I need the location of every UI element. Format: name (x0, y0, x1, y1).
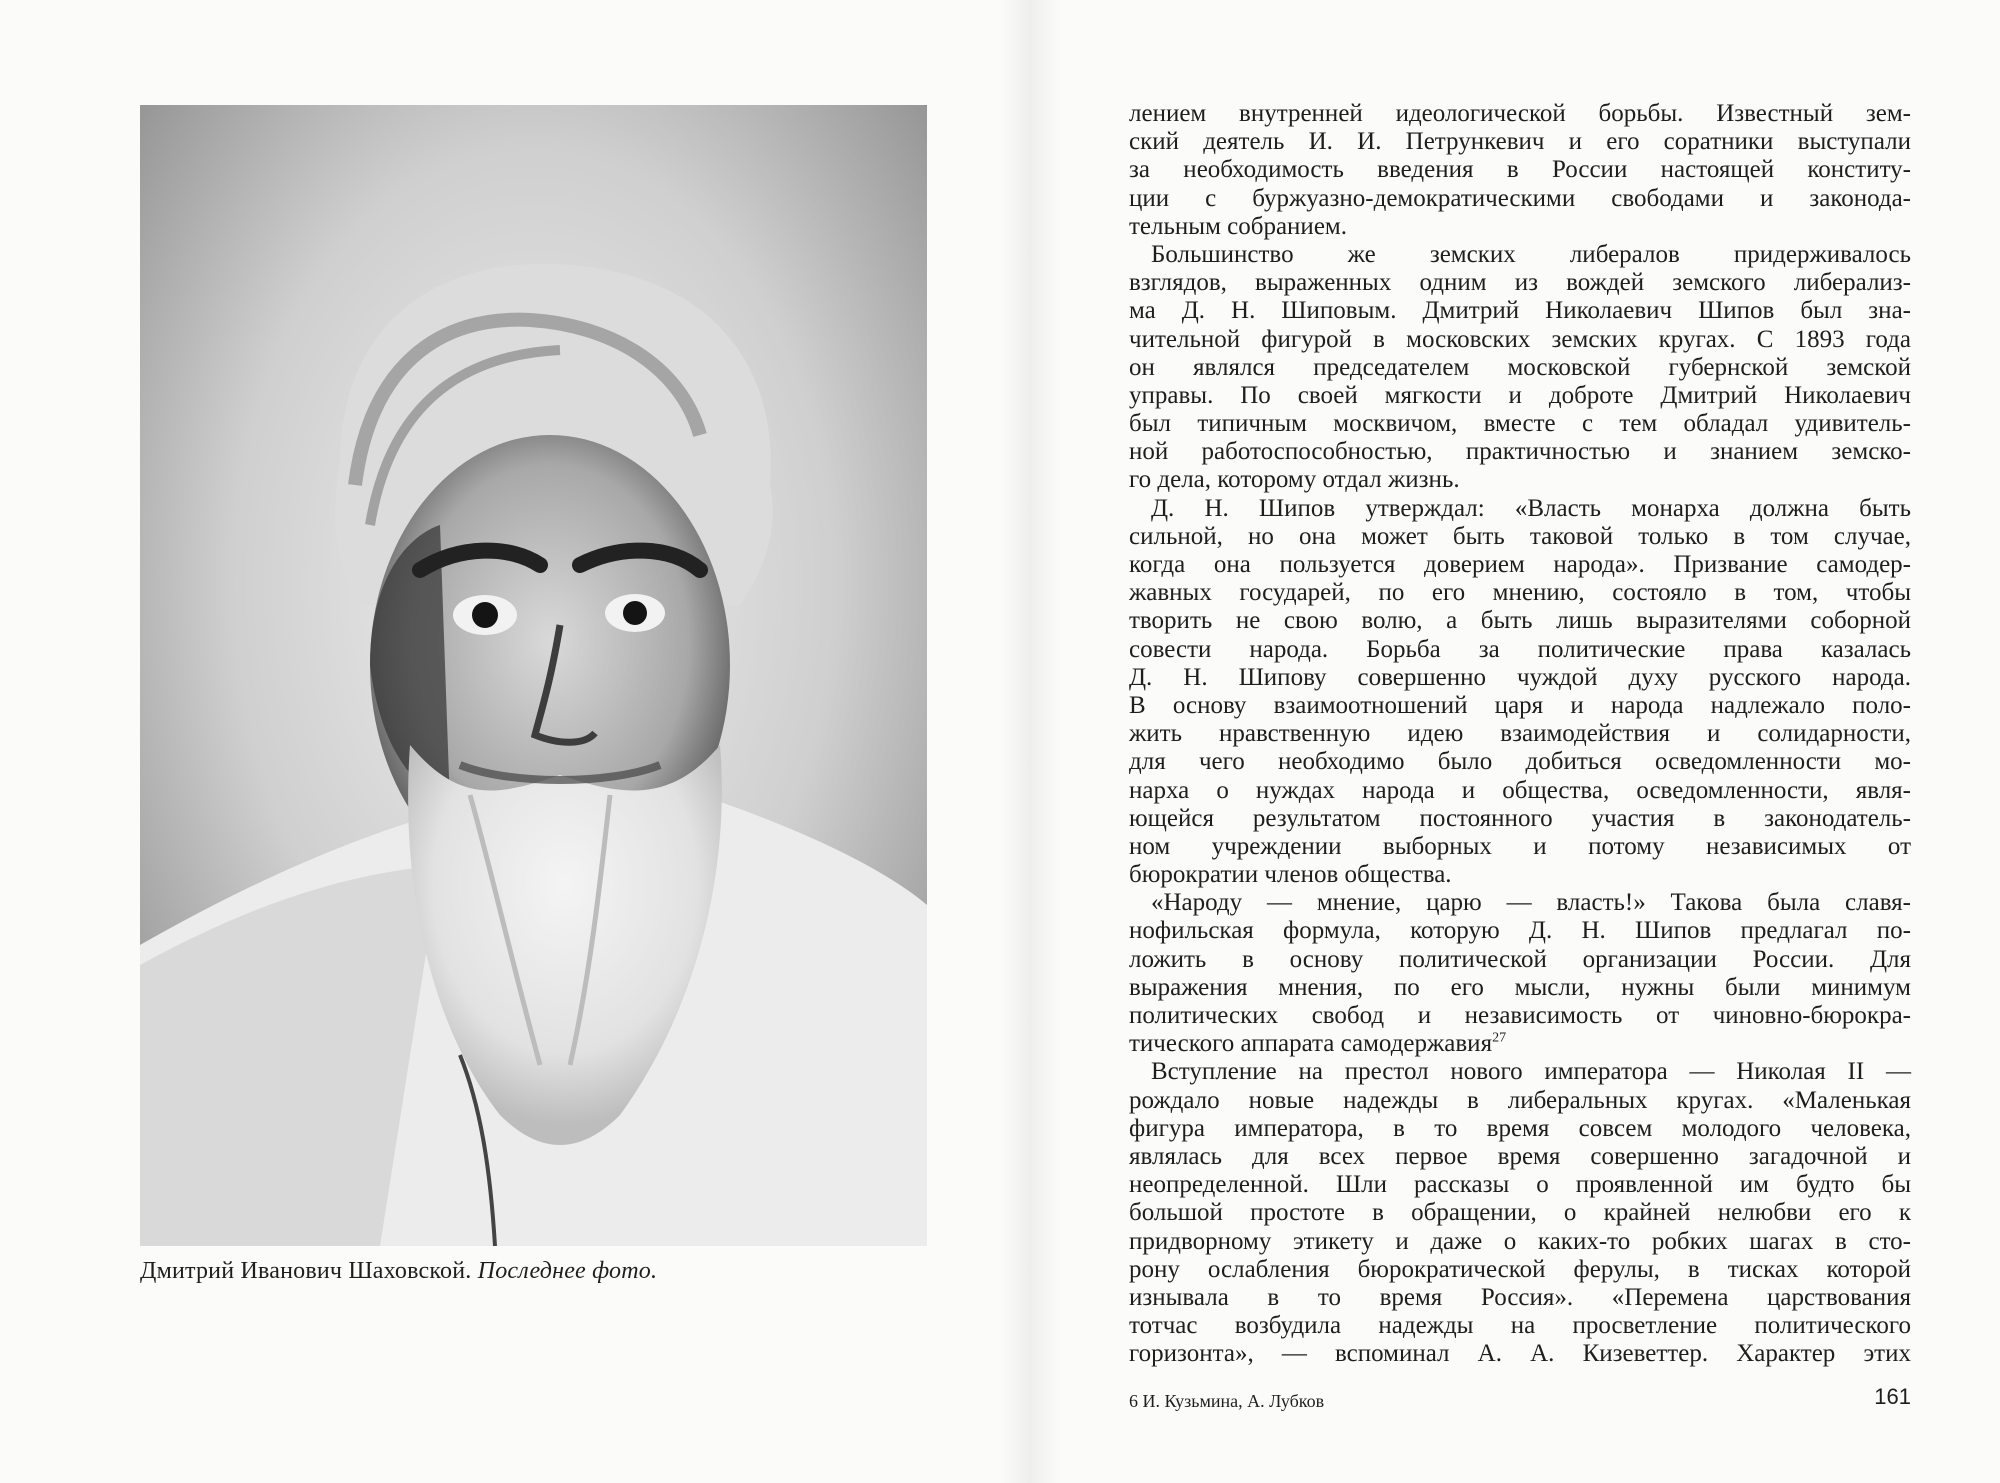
text-line (1129, 382, 1911, 410)
text-line (1129, 100, 1911, 128)
text-line (1129, 213, 1911, 241)
text-line-content: тотчас возбудила надежды на просветление политического (1129, 1312, 1911, 1340)
text-line (1129, 326, 1911, 354)
text-line (1129, 1058, 1911, 1086)
text-line (1129, 1087, 1911, 1115)
text-line (1129, 269, 1911, 297)
text-line-content: бюрократии членов общества. (1129, 861, 1452, 889)
photo-caption (140, 1258, 657, 1285)
text-line-content: го дела, которому отдал жизнь. (1129, 466, 1460, 494)
text-line (1129, 664, 1911, 692)
text-line-content: он являлся председателем московской губернской земской (1129, 353, 1911, 381)
text-line-content: совести народа. Борьба за политические права казалась (1129, 635, 1911, 663)
text-line (1129, 946, 1911, 974)
page-number: 161 (1874, 1384, 1911, 1409)
footnote-marker: 27 (1492, 1030, 1507, 1046)
text-line (1129, 607, 1911, 635)
text-line-content: был типичным москвичом, вместе с тем обладал удивитель- (1129, 410, 1911, 438)
text-line-content: фигура императора, в то время совсем молодого человека, (1129, 1114, 1911, 1142)
text-line-content: ский деятель И. И. Петрункевич и его соратники выступали (1129, 128, 1911, 156)
text-line (1129, 1199, 1911, 1227)
portrait-illustration (140, 105, 927, 1246)
text-line (1129, 241, 1911, 269)
text-line-content: жить нравственную идею взаимодействия и солидарности, (1129, 720, 1911, 748)
text-line-content: жавных государей, по его мнению, состояло в том, чтобы (1129, 579, 1911, 607)
text-line-content: политических свобод и независимость от чиновно-бюрокра- (1129, 1002, 1911, 1029)
text-line-content: нарха о нуждах народа и общества, осведомленности, явля- (1129, 776, 1911, 804)
text-line (1129, 466, 1911, 494)
text-line (1129, 1284, 1911, 1312)
text-line (1129, 1143, 1911, 1171)
text-line-content: рону ослабления бюрократической ферулы, в тисках которой (1129, 1255, 1911, 1283)
text-line-content: нофильская формула, которую Д. Н. Шипов предлагал по- (1129, 917, 1911, 945)
text-line-content: тельным собранием. (1129, 212, 1347, 240)
text-line (1129, 636, 1911, 664)
text-line (1129, 156, 1911, 184)
text-line-content: изнывала в то время Россия». «Перемена царствования (1129, 1283, 1911, 1311)
body-text (1129, 100, 1911, 1368)
text-line (1129, 1171, 1911, 1199)
text-line-content: В основу взаимоотношений царя и народа надлежало поло- (1129, 691, 1911, 719)
text-line (1129, 1340, 1911, 1368)
text-line-content: выражения мнения, по его мысли, нужны были минимум (1129, 973, 1911, 1001)
text-line (1129, 1002, 1911, 1030)
text-line (1129, 1228, 1911, 1256)
text-line-content: творить не свою волю, а быть лишь выразителями соборной (1129, 607, 1911, 635)
text-line-content: ложить в основу политической организации России. Для (1129, 945, 1911, 973)
text-line-content: ции с буржуазно-демократическими свободами и законода- (1129, 184, 1911, 212)
text-line (1129, 917, 1911, 945)
portrait-photo (140, 105, 927, 1246)
text-line-content: сильной, но она может быть таковой только в том случае, (1129, 522, 1911, 550)
text-line (1129, 805, 1911, 833)
text-line-content: когда она пользуется доверием народа». Призвание самодер- (1129, 551, 1911, 578)
text-line-content: тического аппарата самодержавия (1129, 1030, 1493, 1058)
text-line (1129, 748, 1911, 776)
text-line-content: Вступление на престол нового императора — Николая II — (1151, 1058, 1911, 1086)
text-line-content: неопределенной. Шли рассказы о проявленной им будто бы (1129, 1171, 1911, 1199)
text-line (1129, 692, 1911, 720)
text-line (1129, 128, 1911, 156)
text-line (1129, 861, 1911, 889)
text-line (1129, 974, 1911, 1002)
text-line-content: лением внутренней идеологической борьбы. Известный зем- (1129, 100, 1911, 127)
caption-note: Последнее фото. (477, 1258, 658, 1284)
text-line-content: взглядов, выраженных одним из вождей земского либерализ- (1129, 269, 1911, 297)
text-line-content: являлась для всех первое время совершенно загадочной и (1129, 1142, 1911, 1170)
text-line (1129, 297, 1911, 325)
text-line (1129, 833, 1911, 861)
text-line (1129, 551, 1911, 579)
text-line-content: чительной фигурой в московских земских кругах. С 1893 года (1129, 325, 1911, 353)
text-line (1129, 1115, 1911, 1143)
text-line-content: Большинство же земских либералов придерживалось (1151, 240, 1911, 268)
text-line (1129, 579, 1911, 607)
text-line-content: придворному этикету и даже о каких-то робких шагах в сто- (1129, 1227, 1911, 1255)
text-line (1129, 777, 1911, 805)
text-line-content: горизонта», — вспоминал А. А. Кизеветтер. Характер этих (1129, 1340, 1911, 1368)
text-line (1129, 185, 1911, 213)
text-line (1129, 720, 1911, 748)
text-line (1129, 1256, 1911, 1284)
text-line-content: рождало новые надежды в либеральных кругах. «Маленькая (1129, 1086, 1911, 1114)
text-line-content: ма Д. Н. Шиповым. Дмитрий Николаевич Шипов был зна- (1129, 297, 1911, 325)
text-line (1129, 523, 1911, 551)
text-line (1129, 438, 1911, 466)
text-line-content: для чего необходимо было добиться осведомленности мо- (1129, 748, 1911, 776)
text-line-content: Д. Н. Шипову совершенно чуждой духу русского народа. (1129, 663, 1911, 691)
text-line-content: ной работоспособностью, практичностью и знанием земско- (1129, 438, 1911, 466)
text-line-content: за необходимость введения в России настоящей конститу- (1129, 156, 1911, 184)
text-line-content: управы. По своей мягкости и доброте Дмитрий Николаевич (1129, 381, 1911, 409)
text-line (1129, 1312, 1911, 1340)
text-line (1129, 354, 1911, 382)
text-line-content: большой простоте в обращении, о крайней нелюбви его к (1129, 1199, 1911, 1227)
text-line-content: ном учреждении выборных и потому независимых от (1129, 832, 1911, 860)
text-line (1129, 889, 1911, 917)
text-line (1129, 1030, 1911, 1058)
text-line (1129, 495, 1911, 523)
text-line (1129, 410, 1911, 438)
text-line-content: ющейся результатом постоянного участия в законодатель- (1129, 804, 1911, 832)
right-page (1030, 0, 2000, 1483)
footer-signature: 6 И. Кузьмина, А. Лубков (1129, 1391, 1325, 1411)
text-line-content: «Народу — мнение, царю — власть!» Такова была славя- (1151, 889, 1911, 917)
text-line-content: Д. Н. Шипов утверждал: «Власть монарха должна быть (1151, 494, 1911, 522)
caption-name: Дмитрий Иванович Шаховской. (140, 1258, 472, 1284)
